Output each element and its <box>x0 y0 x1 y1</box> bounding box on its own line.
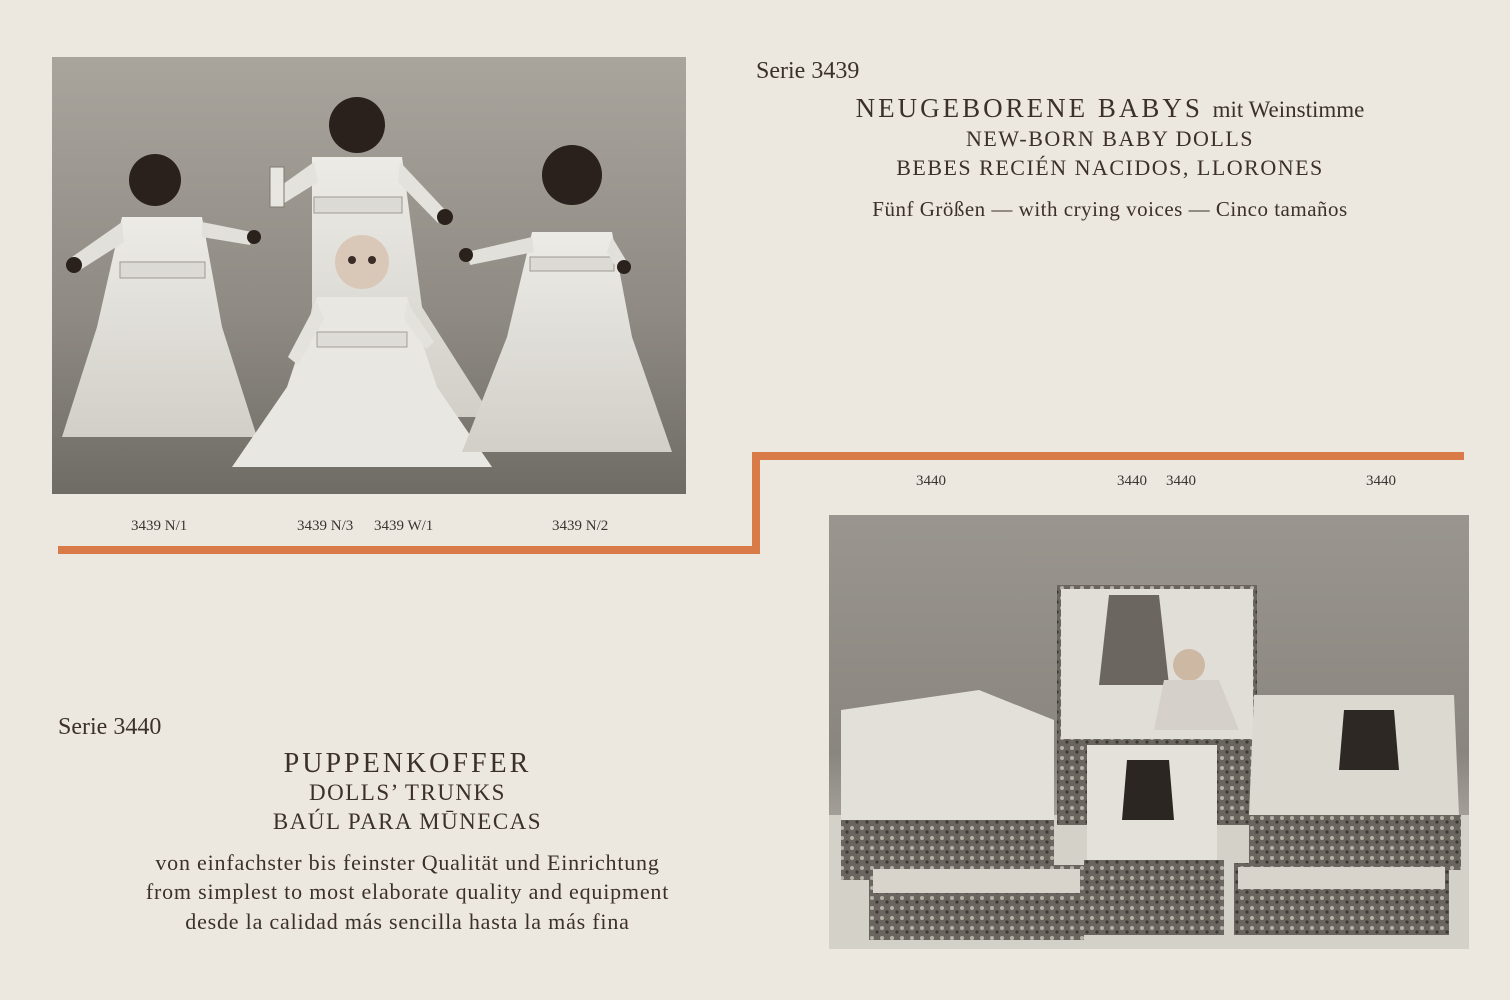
photo-label-3439-n3: 3439 N/3 <box>297 518 354 534</box>
headline-baul-para-munecas: BAÚL PARA MŪNECAS <box>272 808 543 834</box>
series-3440-label: Serie 3440 <box>58 714 162 740</box>
photo-label-3440-a: 3440 <box>916 473 946 489</box>
series-3439-label: Serie 3439 <box>756 58 860 84</box>
divider-rule-lower <box>58 546 760 554</box>
baby-dolls-photo <box>52 57 686 494</box>
series-3439-heading <box>770 92 1450 222</box>
photo-label-3440-d: 3440 <box>1366 473 1396 489</box>
headline-main: NEUGEBORENE BABYS <box>855 93 1203 123</box>
subtitle-spanish: BEBES RECIÉN NACIDOS, LLORONES <box>896 155 1324 181</box>
photo-label-3439-w1: 3439 W/1 <box>374 518 434 534</box>
photo-label-3440-c: 3440 <box>1166 473 1196 489</box>
headline-dolls-trunks: DOLLS’ TRUNKS <box>309 780 506 805</box>
headline-newborn-babys <box>770 92 1450 126</box>
subtitle-english: NEW-BORN BABY DOLLS <box>965 125 1255 151</box>
description-english: from simplest to most elaborate quality and equipment <box>145 879 670 904</box>
divider-rule-step <box>752 452 760 554</box>
photo-label-3439-n2: 3439 N/2 <box>552 518 609 534</box>
series-3440-heading <box>60 746 755 935</box>
sizes-description: Fünf Größen — with crying voices — Cinco tamaños <box>872 196 1348 221</box>
headline-puppenkoffer: PUPPENKOFFER <box>283 748 532 779</box>
photo-label-3440-b: 3440 <box>1117 473 1147 489</box>
divider-rule-upper <box>752 452 1464 460</box>
photo-label-3439-n1: 3439 N/1 <box>131 518 188 534</box>
headline-suffix: mit Weinstimme <box>1212 97 1365 122</box>
description-spanish: desde la calidad más sencilla hasta la más fina <box>185 908 630 934</box>
doll-trunks-photo <box>829 515 1469 949</box>
description-german: von einfachster bis feinster Qualität und Einrichtung <box>155 849 660 875</box>
